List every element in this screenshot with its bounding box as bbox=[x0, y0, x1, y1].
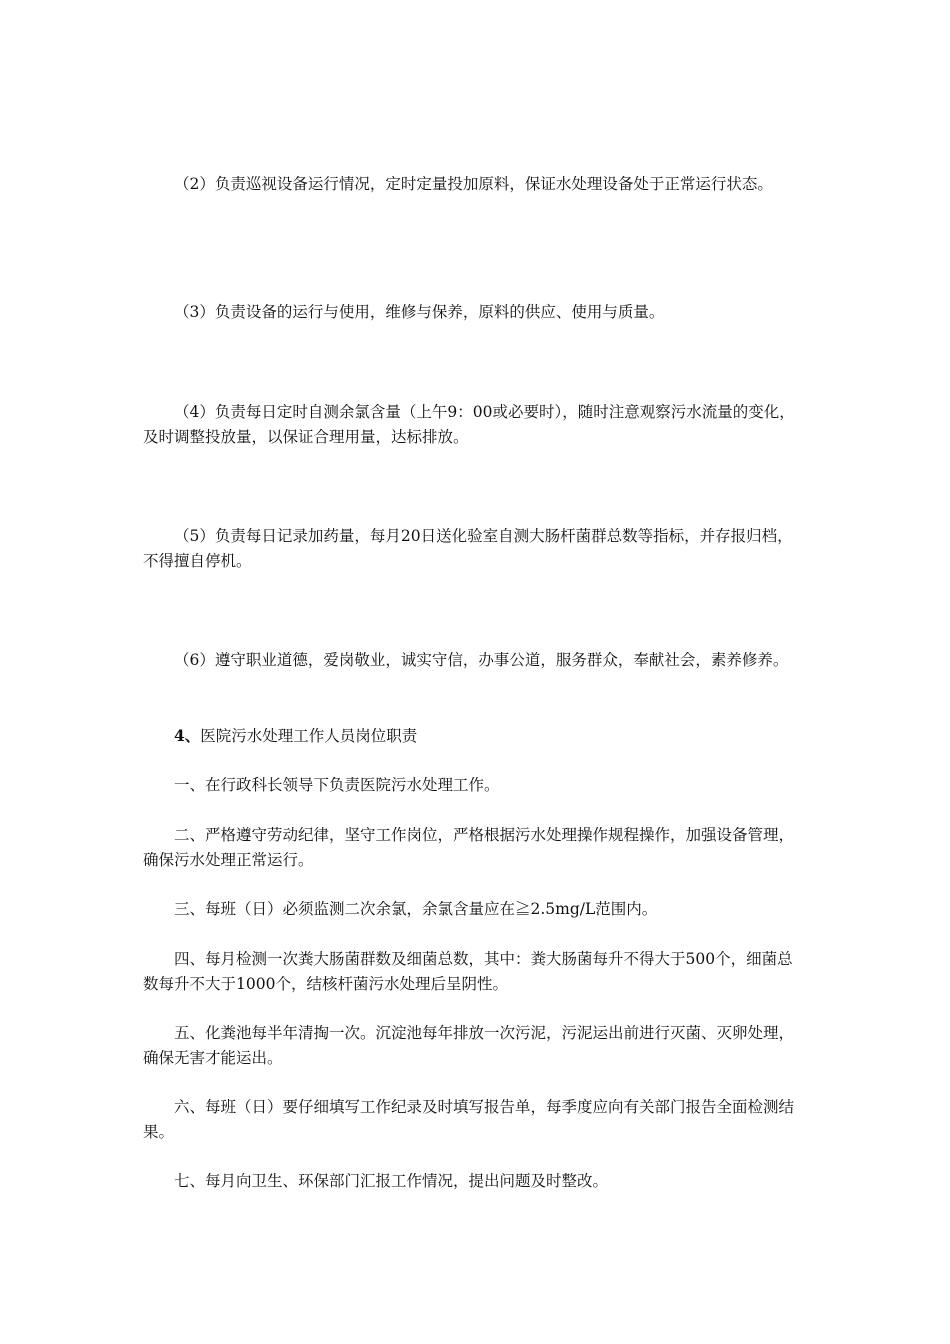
duty-item-6: （6）遵守职业道德，爱岗敬业，诚实守信，办事公道，服务群众，奉献社会，素养修养。 bbox=[174, 651, 789, 669]
section-title: 医院污水处理工作人员岗位职责 bbox=[200, 727, 418, 745]
section-number: 4、 bbox=[174, 726, 201, 745]
staff-duty-4: 四、每月检测一次粪大肠菌群数及细菌总数，其中：粪大肠菌每升不得大于500个，细菌总数每升不大于1000个，结核杆菌污水处理后呈阴性。 bbox=[143, 950, 793, 993]
duty-item-5: （5）负责每日记录加药量，每月20日送化验室自测大肠杆菌群总数等指标，并存报归档，不得擅自停机。 bbox=[143, 527, 793, 570]
section-heading bbox=[143, 723, 807, 749]
staff-duty-1: 一、在行政科长领导下负责医院污水处理工作。 bbox=[174, 776, 500, 794]
staff-duty-6: 六、每班（日）要仔细填写工作纪录及时填写报告单，每季度应向有关部门报告全面检测结果。 bbox=[143, 1098, 795, 1141]
staff-duty-7: 七、每月向卫生、环保部门汇报工作情况，提出问题及时整改。 bbox=[174, 1172, 609, 1190]
duty-item-2: （2）负责巡视设备运行情况，定时定量投加原料，保证水处理设备处于正常运行状态。 bbox=[174, 175, 773, 193]
staff-duty-2: 二、严格遵守劳动纪律，坚守工作岗位，严格根据污水处理操作规程操作，加强设备管理，确保污水处理正常运行。 bbox=[143, 826, 795, 869]
duty-item-4: （4）负责每日定时自测余氯含量（上午9：00或必要时），随时注意观察污水流量的变化，及时调整投放量，以保证合理用量，达标排放。 bbox=[143, 403, 795, 446]
staff-duty-5: 五、化粪池每半年清掏一次。沉淀池每年排放一次污泥，污泥运出前进行灭菌、灭卵处理，确保无害才能运出。 bbox=[143, 1024, 795, 1067]
staff-duty-3: 三、每班（日）必须监测二次余氯，余氯含量应在≧2.5mg/L范围内。 bbox=[174, 900, 658, 918]
duty-item-3: （3）负责设备的运行与使用，维修与保养，原料的供应、使用与质量。 bbox=[174, 303, 665, 321]
